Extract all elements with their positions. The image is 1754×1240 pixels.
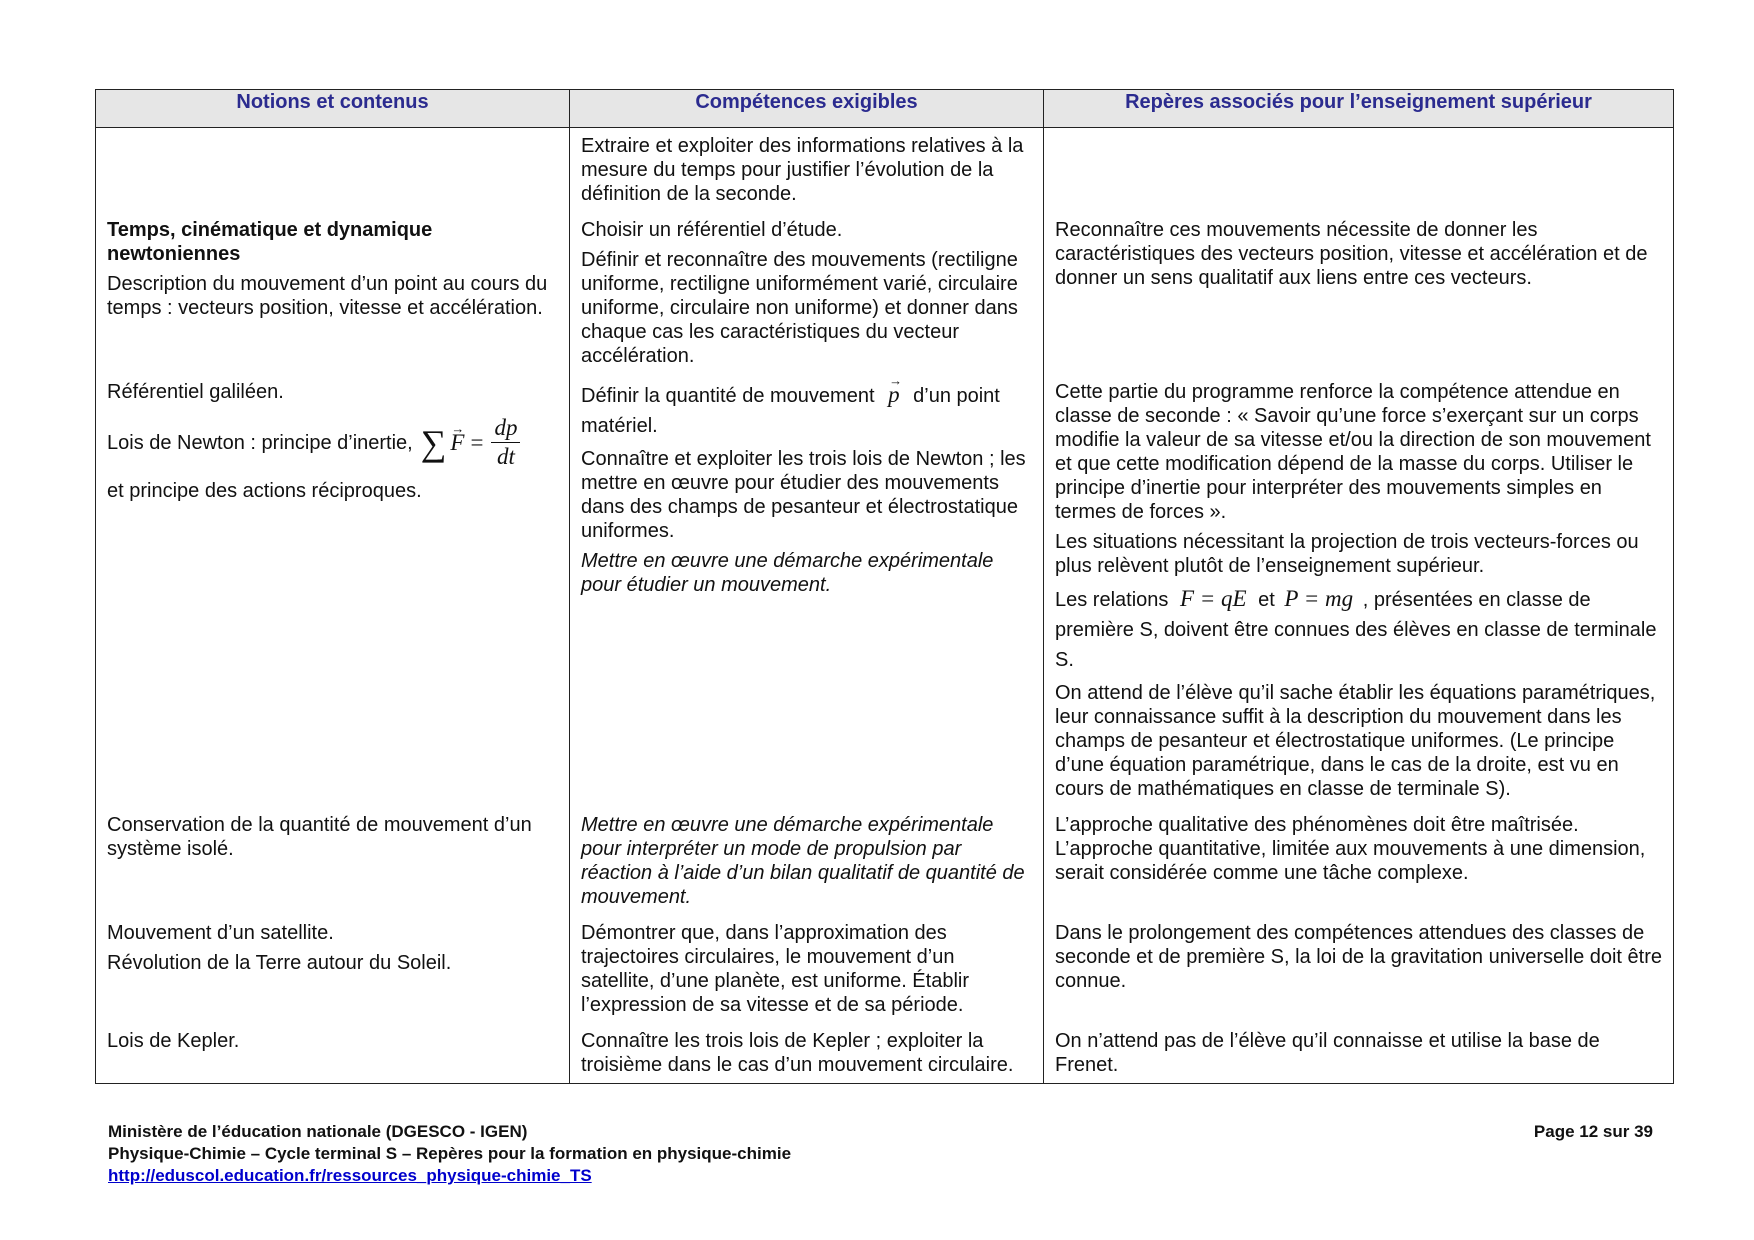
repere-text: Les situations nécessitant la projection de trois vecteurs-forces ou plus relèvent plutôt de l’enseignement supérieur. bbox=[1055, 531, 1639, 577]
force-relation-weight: P = mg bbox=[1284, 586, 1354, 611]
notion-text: Conservation de la quantité de mouvement d’un système isolé. bbox=[107, 814, 532, 860]
competence-text: Connaître et exploiter les trois lois de Newton ; les mettre en œuvre pour étudier des mouvements dans des champs de pesanteur et électrostatique uniformes. bbox=[581, 448, 1026, 542]
page-number: Page 12 sur 39 bbox=[1533, 1122, 1653, 1141]
table-row bbox=[96, 1023, 1674, 1084]
header-notions: Notions et contenus bbox=[96, 90, 570, 128]
table-row bbox=[96, 915, 1674, 1023]
repere-text: L’approche qualitative des phénomènes doit être maîtrisée. L’approche quantitative, limitée aux mouvements à une dimension, serait considérée comme une tâche complexe. bbox=[1055, 814, 1646, 884]
cell-competences bbox=[570, 807, 1044, 915]
newton-formula: ∑ → F = $\frac{dp}{dt}$ bbox=[421, 414, 523, 471]
competence-text: Définir la quantité de mouvement → p d’un point matériel. bbox=[581, 380, 1032, 441]
newton-laws-line bbox=[107, 414, 558, 471]
cell-notions bbox=[96, 212, 570, 374]
footer-ministry: Ministère de l’éducation nationale (DGESCO - IGEN) bbox=[108, 1122, 528, 1141]
competence-text-italic: Mettre en œuvre une démarche expérimentale pour étudier un mouvement. bbox=[581, 550, 994, 596]
repere-text: On n’attend pas de l’élève qu’il connaisse et utilise la base de Frenet. bbox=[1055, 1030, 1600, 1076]
cell-competences bbox=[570, 915, 1044, 1023]
competence-text: Extraire et exploiter des informations relatives à la mesure du temps pour justifier l’évolution de la définition de la seconde. bbox=[581, 135, 1024, 205]
momentum-symbol: → p bbox=[888, 380, 900, 410]
table-header-row bbox=[96, 90, 1674, 128]
cell-competences bbox=[570, 212, 1044, 374]
table-row bbox=[96, 212, 1674, 374]
cell-reperes bbox=[1044, 807, 1674, 915]
cell-notions bbox=[96, 1023, 570, 1084]
table-row bbox=[96, 128, 1674, 213]
cell-notions bbox=[96, 374, 570, 807]
repere-text: Dans le prolongement des compétences attendues des classes de seconde et de première S, la loi de la gravitation universelle doit être connue. bbox=[1055, 922, 1663, 992]
notion-text: Référentiel galiléen. bbox=[107, 381, 284, 403]
cell-reperes bbox=[1044, 212, 1674, 374]
notion-text: Lois de Kepler. bbox=[107, 1030, 240, 1052]
repere-text: On attend de l’élève qu’il sache établir les équations paramétriques, leur connaissance suffit à la description du mouvement dans les champs de pesanteur et électrostatique uniformes. (Le principe d’une équation paramétrique, dans le cas de la droite, est vu en cours de mathématiques en classe de terminale S). bbox=[1055, 682, 1656, 800]
programme-table bbox=[95, 89, 1674, 1084]
header-competences: Compétences exigibles bbox=[570, 90, 1044, 128]
cell-notions bbox=[96, 807, 570, 915]
cell-reperes bbox=[1044, 1023, 1674, 1084]
repere-text: Cette partie du programme renforce la compétence attendue en classe de seconde : « Savoir qu’une force s’exerçant sur un corps modifie la valeur de sa vitesse et/ou la direction de son mouvement et que cette modification dépend de la masse du corps. Utiliser le principe d’inertie pour interpréter des mouvements simples en termes de forces ». bbox=[1055, 381, 1651, 523]
cell-reperes bbox=[1044, 128, 1674, 213]
table-row bbox=[96, 374, 1674, 807]
competence-text: Choisir un référentiel d’étude. bbox=[581, 219, 843, 241]
header-reperes: Repères associés pour l’enseignement supérieur bbox=[1044, 90, 1674, 128]
notion-text: Mouvement d’un satellite. bbox=[107, 922, 334, 944]
cell-reperes bbox=[1044, 915, 1674, 1023]
cell-competences bbox=[570, 374, 1044, 807]
cell-notions bbox=[96, 915, 570, 1023]
page-footer bbox=[108, 1121, 1653, 1187]
competence-text: Démontrer que, dans l’approximation des trajectoires circulaires, le mouvement d’un satellite, d’une planète, est uniforme. Établir l’expression de sa vitesse et de sa période. bbox=[581, 922, 969, 1016]
force-relation-electric: F = qE bbox=[1179, 586, 1247, 611]
competence-text: Connaître les trois lois de Kepler ; exploiter la troisième dans le cas d’un mouvement circulaire. bbox=[581, 1030, 1014, 1076]
cell-reperes bbox=[1044, 374, 1674, 807]
competence-text: Définir et reconnaître des mouvements (rectiligne uniforme, rectiligne uniformément varié, circulaire uniforme, circulaire non uniforme) et donner dans chaque cas les caractéristiques du vecteur accélération. bbox=[581, 249, 1018, 367]
table-row bbox=[96, 807, 1674, 915]
footer-link[interactable]: http://eduscol.education.fr/ressources_physique-chimie_TS bbox=[108, 1166, 592, 1185]
footer-document-title: Physique-Chimie – Cycle terminal S – Repères pour la formation en physique-chimie bbox=[108, 1144, 792, 1163]
competence-text-italic: Mettre en œuvre une démarche expérimentale pour interpréter un mode de propulsion par réaction à l’aide d’un bilan qualitatif de quantité de mouvement. bbox=[581, 814, 1025, 908]
cell-competences bbox=[570, 128, 1044, 213]
notion-text: Description du mouvement d’un point au cours du temps : vecteurs position, vitesse et accélération. bbox=[107, 273, 548, 319]
notion-text: Révolution de la Terre autour du Soleil. bbox=[107, 952, 452, 974]
section-title: Temps, cinématique et dynamique newtoniennes bbox=[107, 219, 433, 265]
repere-text: Reconnaître ces mouvements nécessite de donner les caractéristiques des vecteurs position, vitesse et accélération et de donner un sens qualitatif aux liens entre ces vecteurs. bbox=[1055, 219, 1648, 289]
repere-text: Les relations F = qE et P = mg , présentées en classe de première S, doivent être connues des élèves en classe de terminale S. bbox=[1055, 586, 1657, 671]
cell-notions bbox=[96, 128, 570, 213]
fraction: $\frac{dp}{dt}$ bbox=[491, 414, 520, 471]
notion-text: et principe des actions réciproques. bbox=[107, 480, 422, 502]
notion-text: Lois de Newton : principe d’inertie, bbox=[107, 431, 413, 454]
cell-competences bbox=[570, 1023, 1044, 1084]
